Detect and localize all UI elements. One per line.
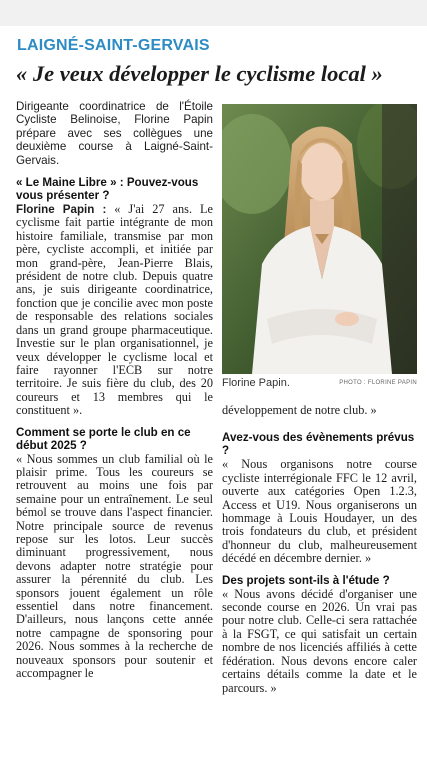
- top-band: [0, 0, 427, 26]
- answer-2: « Nous sommes un club familial où le plaisir prime. Tous les coureurs se retrouvent au moins une fois par semaine pour un entraînement. Le seul bémol se trouve dans l'aspect financier. Notre principale source de revenus repose sur les lotos. Leur succès diminuant progressivement, nous devons adapter notre stratégie pour assurer la pérennité du club. Les sponsors jouent également un rôle essentiel dans notre financement. D'ailleurs, nous lançons cette année notre campagne de sponsoring pour 2026. Nous sommes à la recherche de nouveaux sponsors pour soutenir et accompagner le: [16, 451, 213, 681]
- portrait-illustration: [222, 104, 417, 374]
- question-4: Des projets sont-ils à l'étude ?: [222, 573, 390, 587]
- question-1: « Le Maine Libre » : Pouvez-vous vous présenter ?: [16, 176, 199, 203]
- question-3: Avez-vous des évènements prévus ?: [222, 431, 415, 458]
- right-column: [222, 404, 417, 695]
- left-column: [16, 100, 213, 680]
- article-lead: Dirigeante coordinatrice de l'Étoile Cycliste Belinoise, Florine Papin prépare avec ses collègues une deuxième course à Laigné-Saint-Gervais.: [16, 100, 213, 167]
- question-2: Comment se porte le club en ce début 2025 ?: [16, 425, 191, 452]
- answer-1: [16, 203, 213, 418]
- speaker-name: Florine Papin :: [16, 203, 107, 217]
- portrait-photo: [222, 104, 417, 374]
- article-headline: « Je veux développer le cyclisme local »: [16, 61, 383, 86]
- photo-caption: Florine Papin.: [222, 377, 290, 389]
- answer-2-continued: développement de notre club. »: [222, 403, 377, 417]
- section-category: LAIGNÉ-SAINT-GERVAIS: [17, 37, 210, 54]
- answer-4: « Nous avons décidé d'organiser une seconde course en 2026. Un vrai pas pour notre club. Celle-ci sera rattachée à la FSGT, ce qui satisfait un certain nombre de nos licenciés affiliés à cette fédération. Nous devons encore caler certains détails comme la date et le parcours. »: [222, 586, 417, 695]
- photo-credit: PHOTO : FLORINE PAPIN: [339, 380, 417, 386]
- answer-1-text: « J'ai 27 ans. Le cyclisme fait partie intégrante de mon histoire familiale, transmise par mon père, cycliste accompli, et initiée par mon grand-père, Jean-Pierre Blais, président de notre club. Depuis quatre ans, je suis dirigeante coordinatrice, fonction que je concilie avec mon poste de responsable des relations sociales dans un grand groupe pharmaceutique. Investie sur le plan organisationnel, je veux développer le cyclisme local et faire rayonner l'ECB sur notre territoire. Je suis fière du club, des 20 coureurs et 13 membres qui le constituent ».: [16, 202, 213, 418]
- answer-3: « Nous organisons notre course cycliste interrégionale FFC le 12 avril, ouverte aux catégories Open 1.2.3, Access et U19. Nous organiserons un hommage à Louis Houdayer, un des trois fondateurs du club, et président d'honneur du club, malheureusement décédé en décembre dernier. »: [222, 457, 417, 566]
